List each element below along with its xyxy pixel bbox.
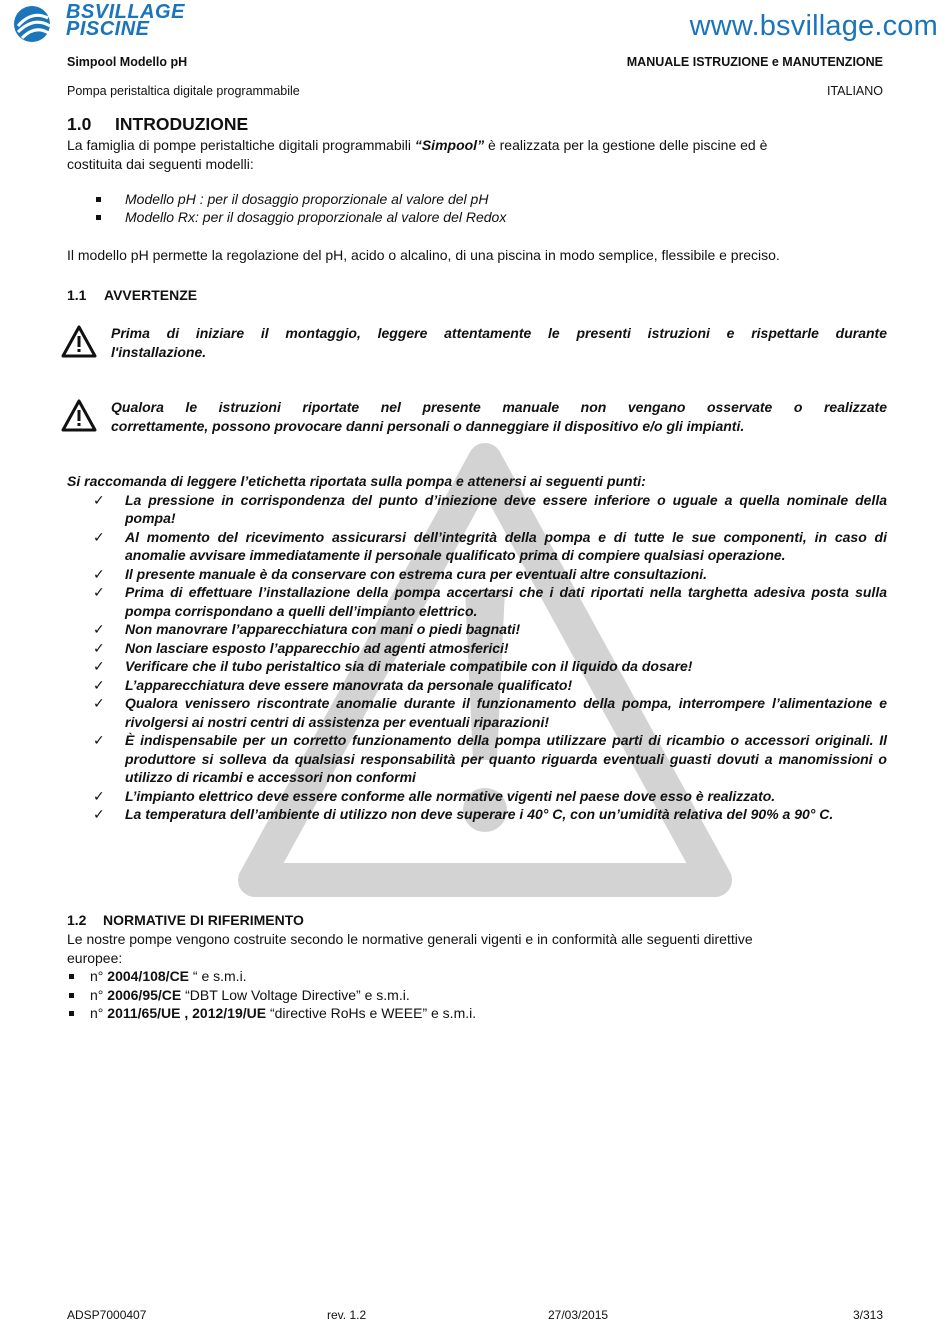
warning-text-1 [111, 324, 887, 361]
warning-2-line-1: Qualora le istruzioni riportate nel presente manuale non vengano osservate o realizzate [111, 399, 887, 415]
bullet-icon [96, 197, 101, 202]
checklist-item-text: Non lasciare esposto l’apparecchio ad agenti atmosferici! [125, 639, 509, 656]
norms-line-2: europee: [67, 949, 123, 966]
checkmark-icon: ✓ [93, 584, 105, 600]
norm-code: 2004/108/CE [107, 968, 190, 984]
checklist-item [67, 657, 887, 676]
product-name: Simpool Modello pH [67, 55, 188, 69]
intro-text-a: La famiglia di pompe peristaltiche digitali programmabili [67, 137, 415, 153]
checklist-item-text: La pressione in corrispondenza del punto d’iniezione deve essere inferiore o uguale a quella nominale della pompa! [125, 491, 887, 526]
bullet-icon [69, 974, 74, 979]
norm-item [67, 967, 887, 986]
intro-paragraph [67, 136, 887, 173]
checklist-item [67, 583, 887, 620]
language-label: ITALIANO [826, 84, 883, 98]
checkmark-icon: ✓ [93, 621, 105, 637]
checklist-item-text: L’apparecchiatura deve essere manovrata da personale qualificato! [125, 676, 573, 693]
document-code: ADSP7000407 [67, 1308, 147, 1322]
section-heading-warnings [67, 287, 197, 303]
checkmark-icon: ✓ [93, 732, 105, 748]
norm-item [67, 986, 887, 1005]
model-item: Modello pH : per il dosaggio proporzionale al valore del pH [125, 191, 489, 207]
page-number: 3/313 [852, 1308, 883, 1322]
checklist-item [67, 528, 887, 565]
checklist-item [67, 565, 887, 584]
section-title: INTRODUZIONE [115, 114, 249, 134]
norm-description: “directive RoHs e WEEE” e s.m.i. [266, 1005, 477, 1021]
ph-model-paragraph: Il modello pH permette la regolazione del pH, acido o alcalino, di una piscina in modo semplice, flessibile e preciso. [67, 247, 780, 263]
checklist-item-text: Il presente manuale è da conservare con estrema cura per eventuali altre consultazioni. [125, 565, 708, 582]
document-date: 27/03/2015 [548, 1308, 609, 1322]
warning-2-line-2: correttamente, possono provocare danni personali o danneggiare il dispositivo e/o gli impianti. [111, 417, 745, 434]
checklist-item [67, 676, 887, 695]
checkmark-icon: ✓ [93, 528, 105, 545]
recommendation-intro: Si raccomanda di leggere l’etichetta riportata sulla pompa e attenersi ai seguenti punti: [67, 473, 646, 489]
checkmark-icon: ✓ [93, 695, 105, 711]
checklist-item [67, 694, 887, 731]
checklist-item-text: Prima di effettuare l’installazione della pompa accertarsi che i dati riportati nella targhetta adesiva posta sulla pompa corrispondano a quelli dell’impianto elettrico. [125, 584, 887, 619]
checkmark-icon: ✓ [93, 491, 105, 508]
checklist-item-text: La temperatura dell’ambiente di utilizzo non deve superare i 40° C, con un’umidità relativa del 90% a 90° C. [125, 806, 834, 822]
bullet-icon [69, 993, 74, 998]
checkmark-icon: ✓ [93, 565, 105, 582]
section-number: 1.1 [67, 287, 87, 303]
norms-list [67, 967, 887, 1023]
checklist-item [67, 731, 887, 787]
checklist-item [67, 639, 887, 658]
warning-icon [60, 324, 98, 360]
manual-title: MANUALE ISTRUZIONE e MANUTENZIONE [626, 55, 883, 69]
checkmark-icon: ✓ [93, 658, 105, 674]
section-title: NORMATIVE DI RIFERIMENTO [103, 912, 304, 928]
checkmark-icon: ✓ [93, 787, 105, 804]
norm-description: “DBT Low Voltage Directive” e s.m.i. [181, 986, 410, 1003]
model-item: Modello Rx: per il dosaggio proporzionale al valore del Redox [125, 209, 507, 225]
checklist-item-text: L’impianto elettrico deve essere conforme alle normative vigenti nel paese dove esso è realizzato. [125, 787, 776, 804]
warning-1-line-2: l'installazione. [111, 343, 207, 360]
logo-swirl-icon [12, 4, 60, 44]
logo-line2: PISCINE [66, 18, 150, 40]
norm-item [67, 1004, 887, 1023]
checkmark-icon: ✓ [93, 639, 105, 656]
recommendation-list [67, 472, 887, 824]
checklist-item [67, 491, 887, 528]
norms-paragraph [67, 930, 887, 967]
checkmark-icon: ✓ [93, 676, 105, 693]
norm-code: 2006/95/CE [107, 986, 182, 1003]
checklist-item-text: Verificare che il tubo peristaltico sia di materiale compatibile con il liquido da dosare! [125, 658, 693, 674]
logo-line1: BSVILLAGE [66, 1, 185, 23]
norm-prefix: n° [90, 1005, 108, 1021]
checklist-item-text: È indispensabile per un corretto funzionamento della pompa utilizzare parti di ricambio o accessori originali. Il produttore si solleva da qualsiasi responsabilità per quanto riguarda eventuali guasti dovuti a manomissioni o utilizzo di ricambi e accessori non conformi [125, 732, 887, 785]
warning-1-line-1: Prima di iniziare il montaggio, leggere attentamente le presenti istruzioni e rispettarle durante [111, 325, 887, 341]
section-number: 1.0 [67, 114, 92, 134]
intro-text-c: costituita dai seguenti modelli: [67, 155, 254, 172]
bullet-icon [69, 1011, 74, 1016]
checklist-item-text: Qualora venissero riscontrate anomalie durante il funzionamento della pompa, interrompere l’alimentazione e rivolgersi ai nostri centri di assistenza per eventuali riparazioni! [125, 695, 887, 730]
checkmark-icon: ✓ [93, 806, 105, 822]
bullet-icon [96, 215, 101, 220]
section-heading-intro [67, 114, 248, 135]
warning-icon [60, 398, 98, 434]
norm-prefix: n° [90, 986, 108, 1003]
checklist-item [67, 805, 887, 824]
checklist-item [67, 620, 887, 639]
brand-logo [12, 1, 212, 44]
norm-code: 2011/65/UE , 2012/19/UE [107, 1005, 267, 1021]
product-family-name: “Simpool” [414, 137, 485, 153]
checklist-item-text: Non manovrare l’apparecchiatura con mani o piedi bagnati! [125, 621, 521, 637]
norm-prefix: n° [90, 968, 108, 984]
section-title: AVVERTENZE [104, 287, 198, 303]
checklist-item [67, 787, 887, 806]
intro-text-b: è realizzata per la gestione delle piscine ed è [484, 137, 768, 153]
norms-line-1: Le nostre pompe vengono costruite secondo le normative generali vigenti e in conformità alle seguenti direttive [67, 931, 753, 947]
section-number: 1.2 [67, 912, 87, 928]
revision: rev. 1.2 [327, 1308, 367, 1322]
norm-description: “ e s.m.i. [189, 968, 247, 984]
section-heading-norms [67, 912, 304, 928]
page-subtitle: Pompa peristaltica digitale programmabile [67, 84, 300, 98]
checklist-item-text: Al momento del ricevimento assicurarsi dell’integrità della pompa e di tutte le sue componenti, in caso di anomalie avvisare immediatamente il personale qualificato prima di compiere qualsiasi operazione. [125, 528, 887, 563]
warning-text-2 [111, 398, 887, 435]
website-link[interactable]: www.bsvillage.com [689, 10, 938, 42]
